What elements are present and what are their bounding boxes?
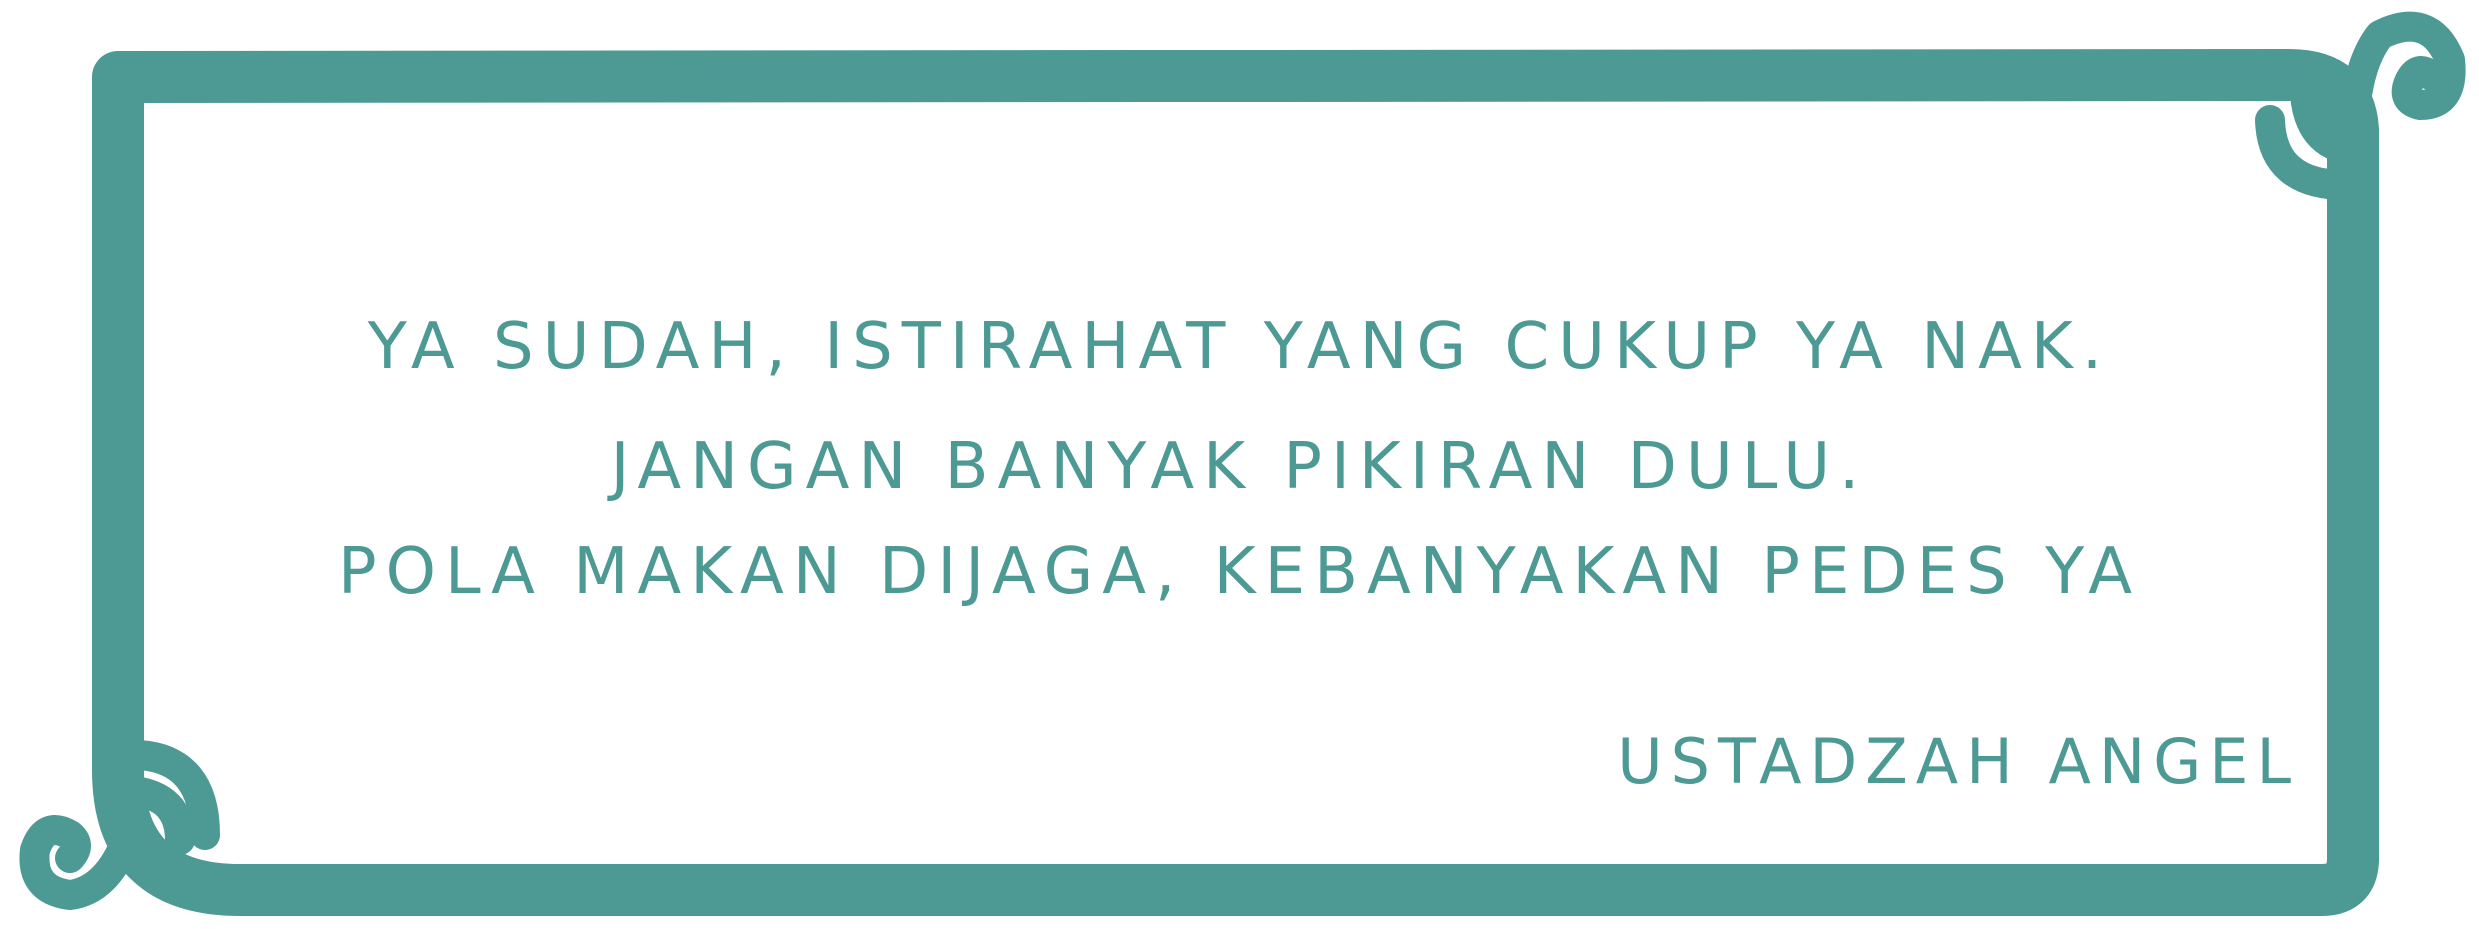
quote-line-3: POLA MAKAN DIJAGA, KEBANYAKAN PEDES YA: [337, 535, 2142, 609]
signature: USTADZAH ANGEL: [1617, 725, 2299, 798]
quote-line-1: YA SUDAH, ISTIRAHAT YANG CUKUP YA NAK.: [367, 310, 2112, 384]
quote-line-2: JANGAN BANYAK PIKIRAN DULU.: [610, 430, 1869, 504]
